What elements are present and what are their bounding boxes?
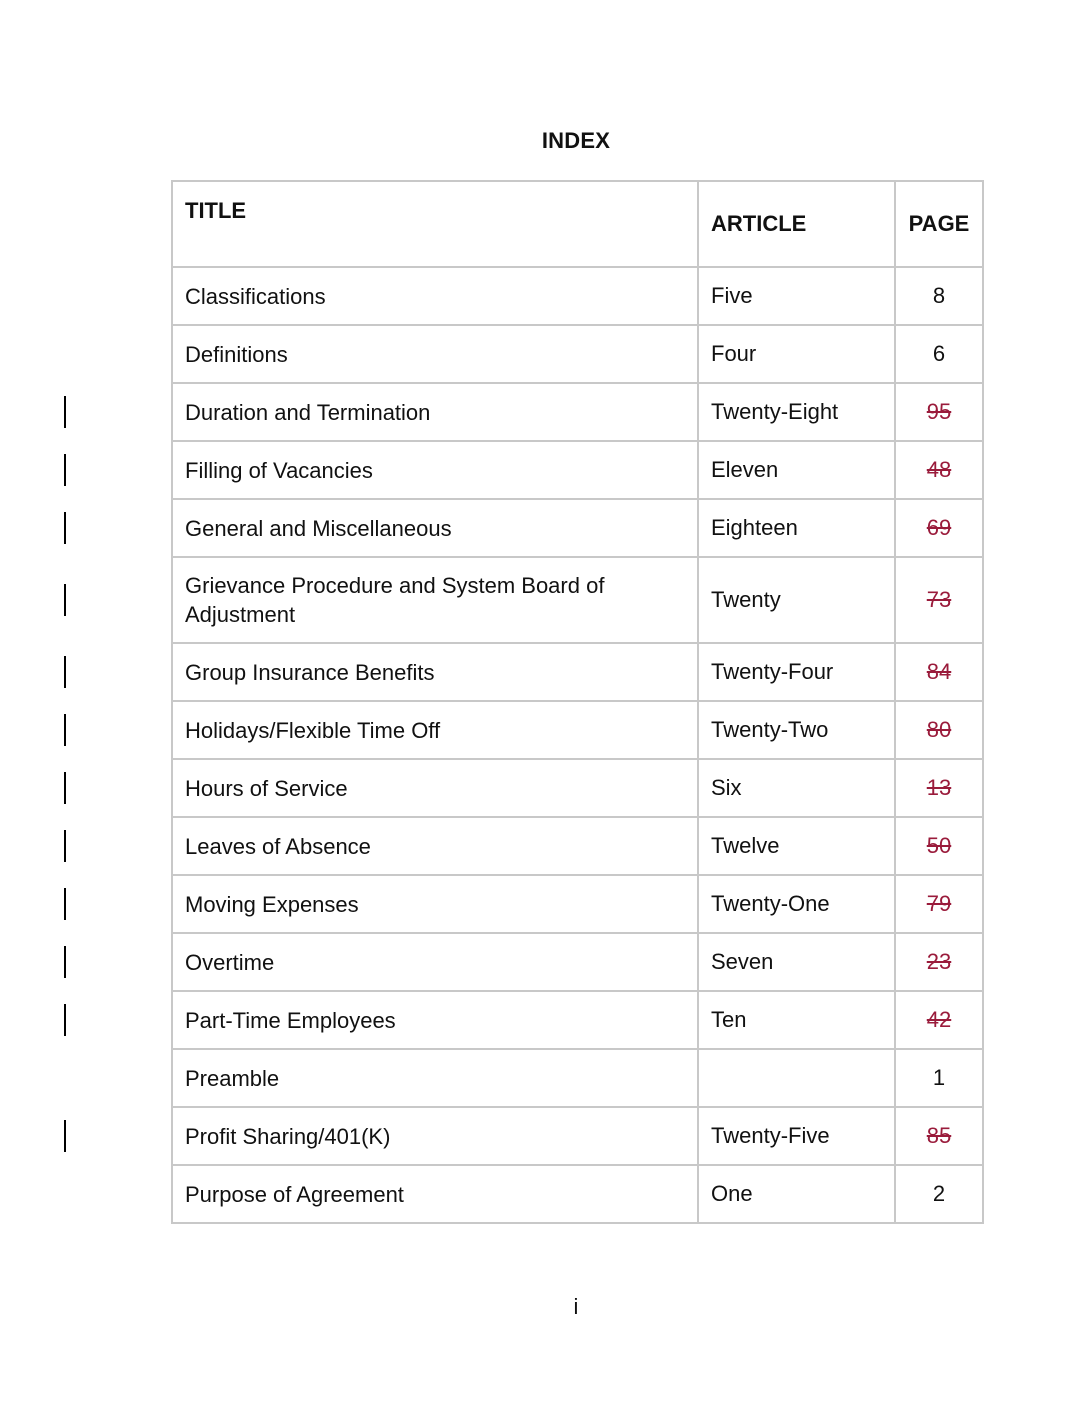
row-page-cell <box>895 1107 983 1165</box>
row-page-cell <box>895 1165 983 1223</box>
row-article: Twelve <box>698 817 895 875</box>
row-article: Four <box>698 325 895 383</box>
row-article <box>698 1049 895 1107</box>
revision-change-bar <box>64 584 66 616</box>
row-article: Ten <box>698 991 895 1049</box>
row-title: General and Miscellaneous <box>172 499 698 557</box>
revision-change-bar <box>64 1120 66 1152</box>
row-article: Five <box>698 267 895 325</box>
row-article: Eighteen <box>698 499 895 557</box>
row-page-cell <box>895 875 983 933</box>
table-row <box>172 441 983 499</box>
header-page: PAGE <box>895 181 983 267</box>
row-article: Twenty <box>698 557 895 643</box>
row-page-cell <box>895 991 983 1049</box>
row-article: Twenty-Two <box>698 701 895 759</box>
page-number-value: 1 <box>932 1065 946 1090</box>
table-row <box>172 1165 983 1223</box>
table-row <box>172 383 983 441</box>
revision-change-bar <box>64 454 66 486</box>
row-page-cell <box>895 1049 983 1107</box>
deleted-page-number: 80 <box>926 717 952 742</box>
row-article: Twenty-One <box>698 875 895 933</box>
index-table <box>171 180 984 1224</box>
row-title: Classifications <box>172 267 698 325</box>
revision-change-bar <box>64 946 66 978</box>
deleted-page-number: 13 <box>926 775 952 800</box>
row-article: Twenty-Eight <box>698 383 895 441</box>
row-title: Preamble <box>172 1049 698 1107</box>
row-title: Holidays/Flexible Time Off <box>172 701 698 759</box>
table-row <box>172 643 983 701</box>
revision-change-bar <box>64 1004 66 1036</box>
revision-change-bar <box>64 656 66 688</box>
row-article: One <box>698 1165 895 1223</box>
table-row <box>172 267 983 325</box>
table-row <box>172 817 983 875</box>
revision-change-bar <box>64 888 66 920</box>
table-header-row <box>172 181 983 267</box>
table-row <box>172 701 983 759</box>
row-page-cell <box>895 759 983 817</box>
row-title: Overtime <box>172 933 698 991</box>
deleted-page-number: 50 <box>926 833 952 858</box>
deleted-page-number: 95 <box>926 399 952 424</box>
table-row <box>172 875 983 933</box>
row-article: Twenty-Five <box>698 1107 895 1165</box>
row-page-cell <box>895 325 983 383</box>
page-number-value: 2 <box>932 1181 946 1206</box>
row-title: Part-Time Employees <box>172 991 698 1049</box>
revision-change-bar <box>64 396 66 428</box>
deleted-page-number: 79 <box>926 891 952 916</box>
table-body <box>172 267 983 1223</box>
revision-change-bar <box>64 714 66 746</box>
row-article: Eleven <box>698 441 895 499</box>
index-heading: INDEX <box>541 128 611 153</box>
deleted-page-number: 42 <box>926 1007 952 1032</box>
table-row <box>172 1107 983 1165</box>
row-page-cell <box>895 499 983 557</box>
row-article: Six <box>698 759 895 817</box>
deleted-page-number: 69 <box>926 515 952 540</box>
table-row <box>172 499 983 557</box>
table-row <box>172 325 983 383</box>
row-title: Hours of Service <box>172 759 698 817</box>
header-article: ARTICLE <box>698 181 895 267</box>
page-number-value: 8 <box>932 283 946 308</box>
revision-change-bar <box>64 512 66 544</box>
revision-change-bar <box>64 772 66 804</box>
row-title: Leaves of Absence <box>172 817 698 875</box>
deleted-page-number: 84 <box>926 659 952 684</box>
revision-change-bar <box>64 830 66 862</box>
row-article: Twenty-Four <box>698 643 895 701</box>
row-title: Grievance Procedure and System Board of Adjustment <box>172 557 698 643</box>
deleted-page-number: 23 <box>926 949 952 974</box>
row-title: Group Insurance Benefits <box>172 643 698 701</box>
row-page-cell <box>895 267 983 325</box>
row-title: Moving Expenses <box>172 875 698 933</box>
table-row <box>172 933 983 991</box>
page-number: i <box>573 1294 579 1319</box>
row-page-cell <box>895 701 983 759</box>
table-row <box>172 557 983 643</box>
row-page-cell <box>895 441 983 499</box>
row-title: Duration and Termination <box>172 383 698 441</box>
page-number-value: 6 <box>932 341 946 366</box>
row-title: Purpose of Agreement <box>172 1165 698 1223</box>
row-page-cell <box>895 933 983 991</box>
table-row <box>172 759 983 817</box>
header-title: TITLE <box>172 181 698 267</box>
table-row <box>172 1049 983 1107</box>
row-title: Filling of Vacancies <box>172 441 698 499</box>
row-title: Profit Sharing/401(K) <box>172 1107 698 1165</box>
row-page-cell <box>895 643 983 701</box>
deleted-page-number: 73 <box>926 587 952 612</box>
row-page-cell <box>895 817 983 875</box>
deleted-page-number: 48 <box>926 457 952 482</box>
deleted-page-number: 85 <box>926 1123 952 1148</box>
row-article: Seven <box>698 933 895 991</box>
table-row <box>172 991 983 1049</box>
row-page-cell <box>895 383 983 441</box>
row-page-cell <box>895 557 983 643</box>
row-title: Definitions <box>172 325 698 383</box>
